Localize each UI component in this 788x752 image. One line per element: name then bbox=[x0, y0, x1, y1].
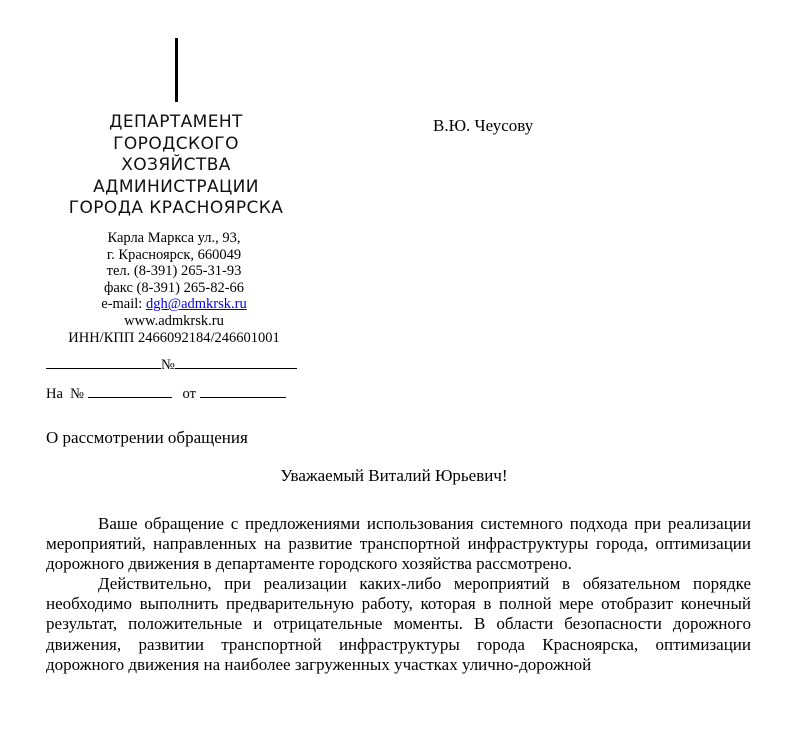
address-street: Карла Маркса ул., 93, bbox=[107, 230, 241, 246]
body-paragraph: Действительно, при реализации каких-либо мероприятий в обязательном порядке необходимо выполнить предварительную работу, которая в полной мере отобразит конечный результат, положительные и отрицательные моменты. В области безопасности дорожного движения, развитии транспортной инфраструктуры города Красноярска, оптимизации дорожного движения на наиболее загруженных участках улично-дорожной bbox=[46, 574, 751, 674]
addressee: В.Ю. Чеусову bbox=[433, 116, 534, 135]
website-url: www.admkrsk.ru bbox=[124, 312, 224, 329]
reply-date-blank bbox=[200, 384, 286, 398]
reply-number-sign: № bbox=[70, 386, 85, 402]
number-sign: № bbox=[161, 357, 175, 373]
department-line: ХОЗЯЙСТВА bbox=[121, 155, 231, 175]
letter-body bbox=[46, 514, 751, 675]
department-line: ДЕПАРТАМЕНТ bbox=[109, 112, 243, 132]
department-line: ГОРОДСКОГО bbox=[113, 133, 239, 154]
reply-reference-row bbox=[46, 384, 286, 403]
emblem-mark bbox=[175, 38, 178, 102]
phone-number: тел. (8-391) 265-31-93 bbox=[106, 263, 242, 280]
reply-number-blank bbox=[88, 384, 172, 398]
department-line: ГОРОДА КРАСНОЯРСКА bbox=[68, 198, 284, 218]
contact-block bbox=[40, 230, 308, 346]
number-blank bbox=[175, 355, 297, 369]
address-city: г. Красноярск, 660049 bbox=[106, 246, 242, 263]
reply-prefix: На bbox=[46, 386, 63, 402]
fax-number: факс (8-391) 265-82-66 bbox=[103, 279, 245, 296]
body-paragraph: Ваше обращение с предложениями использования системного подхода при реализации мероприятий, направленных на развитие транспортной инфраструктуры города, оптимизации дорожного движения в департаменте городского хозяйства рассмотрено. bbox=[46, 514, 751, 574]
inn-kpp: ИНН/КПП 2466092184/246601001 bbox=[68, 329, 280, 346]
email-link[interactable]: dgh@admkrsk.ru bbox=[145, 296, 247, 313]
department-line: АДМИНИСТРАЦИИ bbox=[93, 176, 259, 197]
date-blank bbox=[46, 355, 161, 369]
letter-subject: О рассмотрении обращения bbox=[46, 428, 248, 447]
outgoing-number-row bbox=[46, 355, 297, 374]
department-name bbox=[40, 112, 312, 220]
email-label: e-mail: bbox=[101, 296, 146, 313]
email-row bbox=[40, 296, 308, 313]
reply-from-label: от bbox=[182, 386, 196, 402]
greeting: Уважаемый Виталий Юрьевич! bbox=[280, 466, 508, 485]
